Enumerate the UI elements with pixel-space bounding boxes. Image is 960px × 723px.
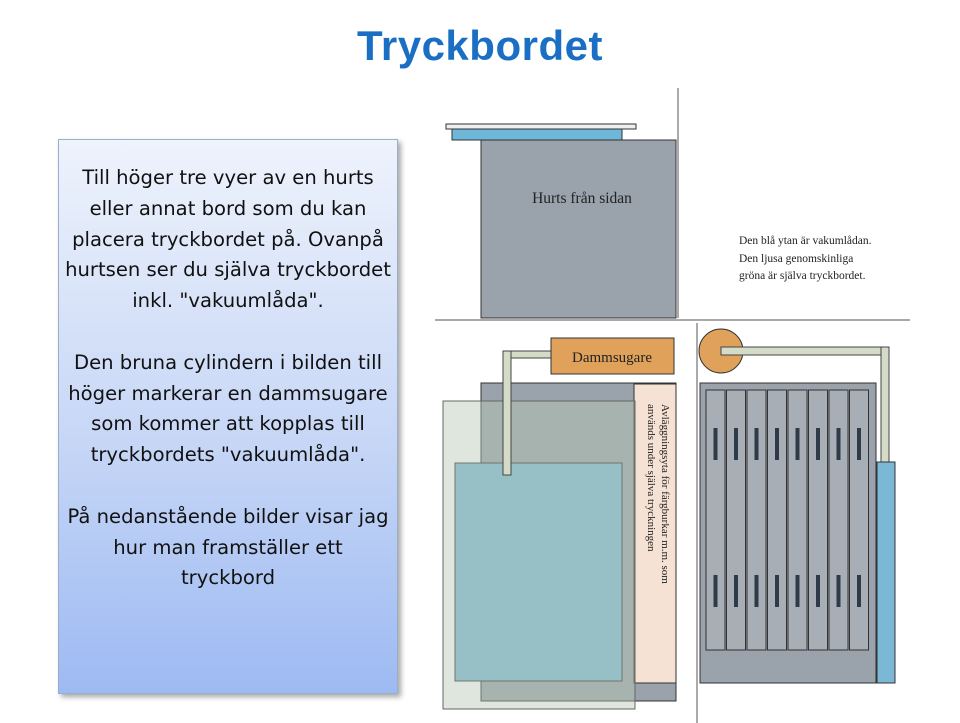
drawer-handle — [837, 575, 841, 607]
side-view-cabinet — [481, 140, 676, 318]
side-view-table-top — [446, 124, 636, 129]
legend-note-line-3: gröna är själva tryckbordet. — [739, 270, 866, 282]
drawer-handle — [755, 575, 759, 607]
drawer-handle — [816, 575, 820, 607]
storage-label-line-1: Avläggningsyta för färgburkar m.m. som — [659, 404, 671, 584]
legend-note-line-2: Den ljusa genomskinliga — [739, 253, 854, 265]
front-view — [699, 329, 895, 683]
top-view — [443, 338, 676, 709]
drawer-handle — [796, 575, 800, 607]
vacuum-hose-vertical — [503, 351, 511, 475]
front-hose-vertical — [881, 347, 889, 475]
drawer-handle — [775, 575, 779, 607]
drawer-handle — [796, 428, 800, 460]
legend-note — [739, 234, 872, 282]
drawer-handle — [714, 428, 718, 460]
vacuum-cleaner-label: Dammsugare — [572, 350, 652, 366]
legend-note-line-1: Den blå ytan är vakumlådan. — [739, 235, 872, 247]
drawer-handle — [755, 428, 759, 460]
description-paragraph-3: På nedanstående bilder visar jag hur man framställer ett tryckbord — [67, 504, 389, 590]
storage-label-line-2: används under själva tryckningen — [645, 404, 657, 552]
drawer-handle — [734, 428, 738, 460]
drawer-handle — [775, 428, 779, 460]
front-vacuum-box — [877, 462, 895, 683]
side-view-vacuum-box — [452, 129, 622, 140]
drawer-handle — [837, 428, 841, 460]
drawer-handle — [714, 575, 718, 607]
description-paragraph-2: Den bruna cylindern i bilden till höger markerar en dammsugare som kommer att kopplas till tryckbordets "vakuumlåda". — [68, 350, 388, 467]
drawer-handle — [734, 575, 738, 607]
drawer-handle — [857, 428, 861, 460]
description-paragraph-1: Till höger tre vyer av en hurts eller annat bord som du kan placera tryckbordet på. Ovanpå hurtsen ser du själva tryckbordet inkl. "vakuumlåda". — [65, 166, 391, 313]
drawer-handle — [857, 575, 861, 607]
side-view — [446, 124, 676, 318]
front-hose-horizontal — [721, 347, 889, 355]
page-title: Tryckbordet — [357, 22, 603, 69]
drawer-handle — [816, 428, 820, 460]
side-view-label: Hurts från sidan — [532, 190, 632, 207]
print-table-transparent — [443, 401, 635, 709]
